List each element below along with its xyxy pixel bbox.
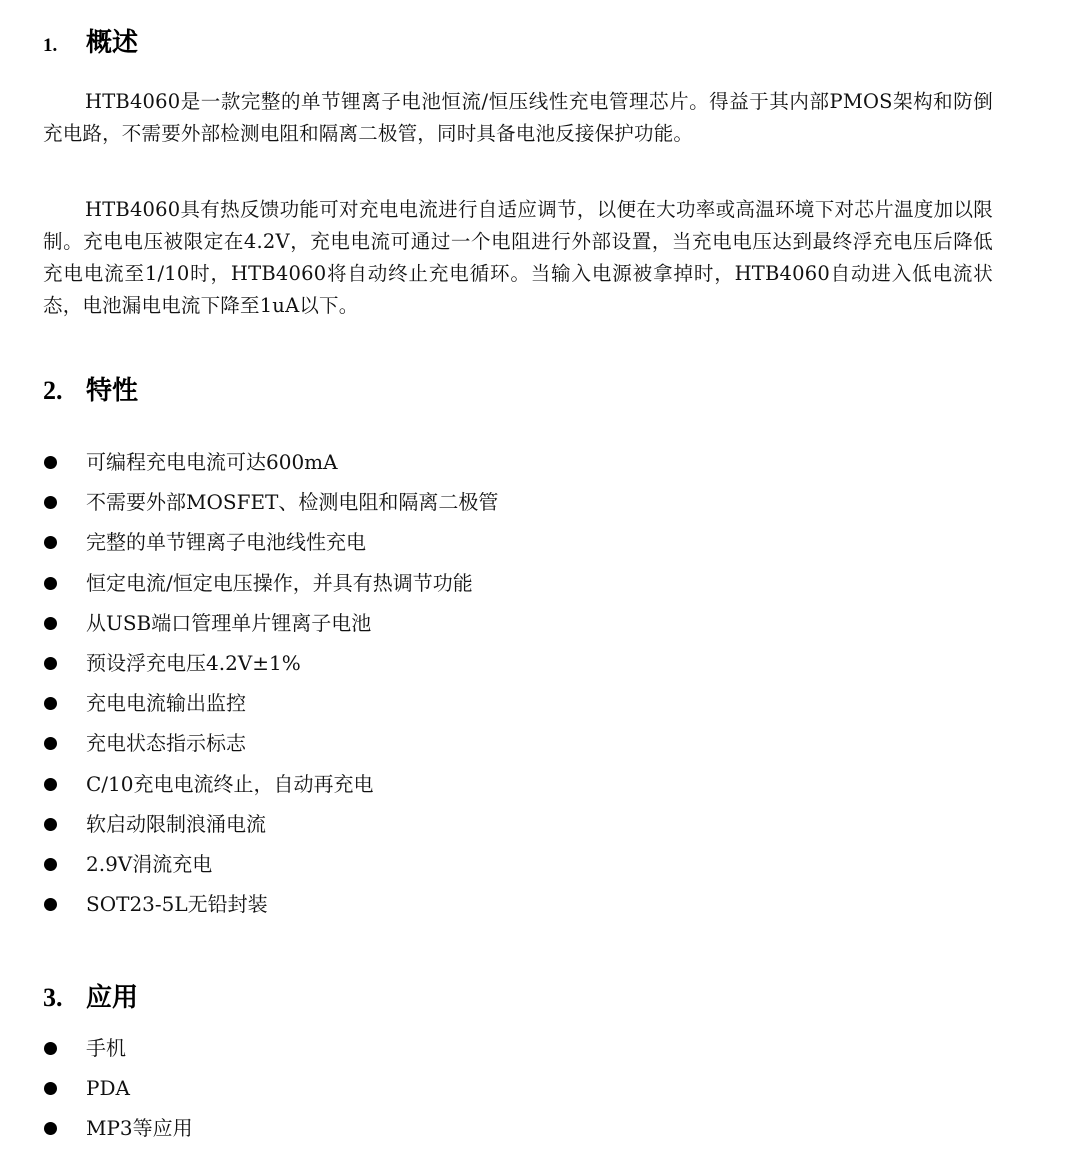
section-title: 应用 xyxy=(86,983,139,1013)
bullet-icon xyxy=(44,1042,57,1055)
bullet-icon xyxy=(44,1082,57,1095)
list-item xyxy=(43,1028,193,1068)
list-item-text: 可编程充电电流可达600mA xyxy=(86,450,338,474)
list-item-text: PDA xyxy=(86,1076,130,1101)
list-item-text: 从USB端口管理单片锂离子电池 xyxy=(86,610,372,635)
section-number: 1. xyxy=(43,35,58,56)
list-item xyxy=(43,482,498,522)
bullet-icon xyxy=(44,858,57,871)
applications-list xyxy=(43,1028,193,1149)
section-title: 概述 xyxy=(86,28,139,58)
list-item-text: 恒定电流/恒定电压操作，并具有热调节功能 xyxy=(86,570,473,595)
list-item-text: 手机 xyxy=(86,1036,126,1060)
list-item xyxy=(43,764,498,804)
list-item xyxy=(43,844,498,884)
bullet-icon xyxy=(44,818,57,831)
list-item xyxy=(43,522,498,562)
list-item-text: 完整的单节锂离子电池线性充电 xyxy=(86,530,366,555)
bullet-icon xyxy=(44,657,57,670)
list-item xyxy=(43,723,498,763)
bullet-icon xyxy=(44,456,57,469)
list-item xyxy=(43,563,498,603)
overview-paragraph-2: HTB4060具有热反馈功能可对充电电流进行自适应调节，以便在大功率或高温环境下对芯片温度加以限制。充电电压被限定在4.2V，充电电流可通过一个电阻进行外部设置，当充电电压达到最终浮充电压后降低充电电流至1/10时，HTB4060将自动终止充电循环。当输入电源被拿掉时，HTB4060自动进入低电流状态，电池漏电电流下降至1uA以下。 xyxy=(43,198,993,317)
bullet-icon xyxy=(44,737,57,750)
list-item xyxy=(43,442,498,482)
section-number: 2. xyxy=(43,376,63,405)
section-heading-applications xyxy=(43,977,138,1014)
list-item-text: C/10充电电流终止，自动再充电 xyxy=(86,771,374,796)
section-title: 特性 xyxy=(86,376,139,406)
list-item xyxy=(43,1108,193,1148)
bullet-icon xyxy=(44,617,57,630)
list-item-text: 软启动限制浪涌电流 xyxy=(86,811,266,836)
list-item xyxy=(43,1068,193,1108)
bullet-icon xyxy=(44,1122,57,1135)
list-item xyxy=(43,683,498,723)
features-list xyxy=(43,442,498,924)
section-heading-features xyxy=(43,370,138,407)
bullet-icon xyxy=(44,898,57,911)
bullet-icon xyxy=(44,778,57,791)
list-item-text: SOT23-5L无铅封装 xyxy=(86,892,268,917)
overview-paragraph-1: HTB4060是一款完整的单节锂离子电池恒流/恒压线性充电管理芯片。得益于其内部PMOS架构和防倒充电路，不需要外部检测电阻和隔离二极管，同时具备电池反接保护功能。 xyxy=(43,90,993,145)
bullet-icon xyxy=(44,577,57,590)
list-item-text: 充电电流输出监控 xyxy=(86,691,246,716)
bullet-icon xyxy=(44,697,57,710)
list-item xyxy=(43,603,498,643)
list-item xyxy=(43,884,498,924)
section-number: 3. xyxy=(43,983,63,1012)
list-item-text: 预设浮充电压4.2V±1% xyxy=(86,650,301,675)
bullet-icon xyxy=(44,536,57,549)
section-heading-overview xyxy=(43,22,138,59)
list-item-text: 充电状态指示标志 xyxy=(86,731,246,756)
list-item xyxy=(43,643,498,683)
list-item-text: MP3等应用 xyxy=(86,1116,193,1141)
list-item-text: 2.9V涓流充电 xyxy=(86,851,213,876)
list-item-text: 不需要外部MOSFET、检测电阻和隔离二极管 xyxy=(86,490,499,515)
list-item xyxy=(43,804,498,844)
bullet-icon xyxy=(44,496,57,509)
